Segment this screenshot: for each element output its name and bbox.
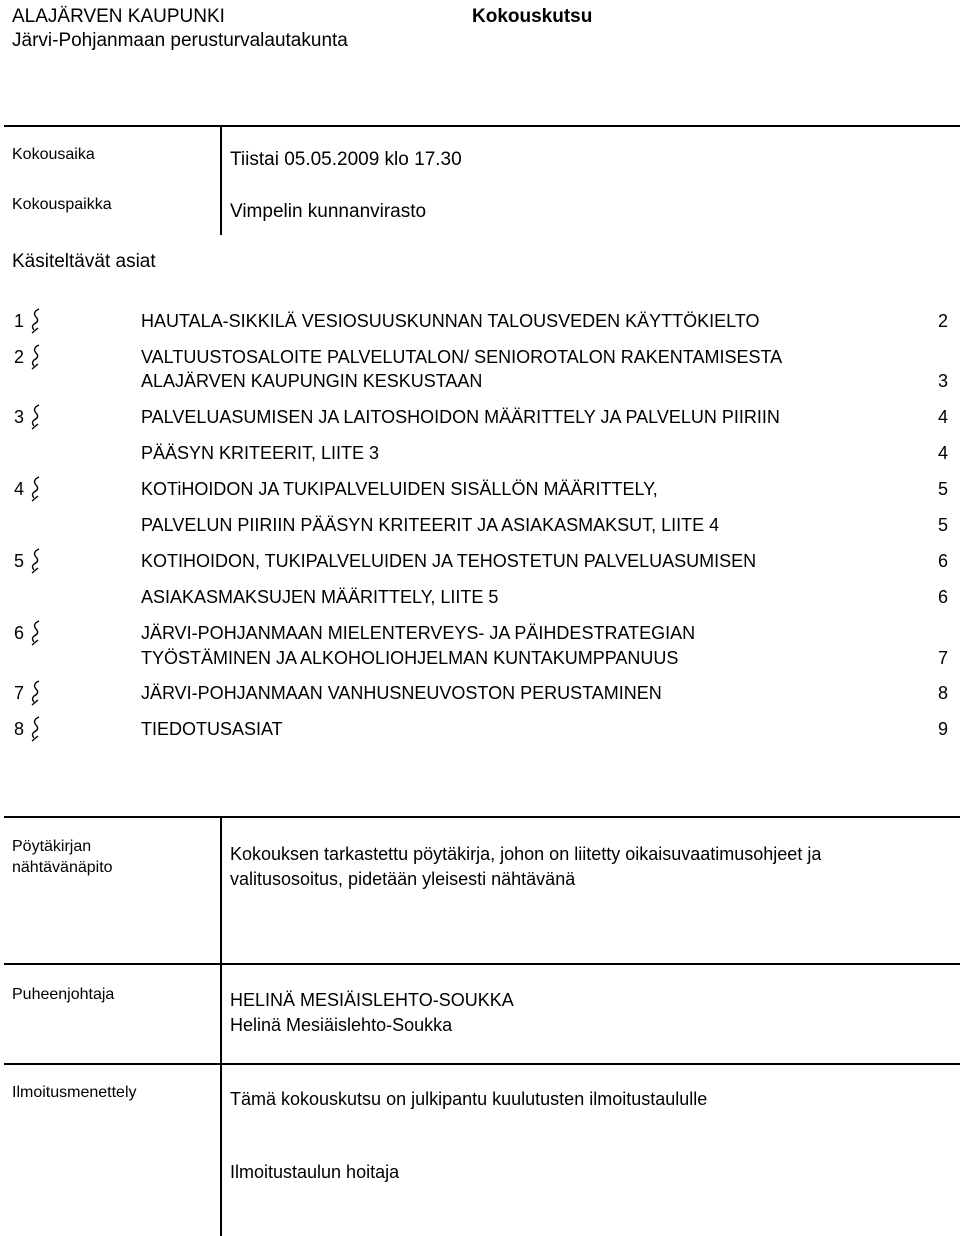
meeting-time-value: Tiistai 05.05.2009 klo 17.30 bbox=[230, 149, 462, 170]
agenda-item-page: 6 bbox=[937, 587, 948, 607]
meeting-time-label: Kokousaika bbox=[12, 146, 95, 163]
agenda-item-number: 7 bbox=[14, 683, 25, 703]
section-mark-icon bbox=[30, 680, 42, 706]
section-mark-icon bbox=[30, 308, 42, 334]
notice-text: Tämä kokouskutsu on julkipantu kuulutusten ilmoitustaululle bbox=[230, 1089, 708, 1109]
agenda-item-title-line2: PÄÄSYN KRITEERIT, LIITE 3 bbox=[141, 443, 380, 463]
agenda-item-title: KOTiHOIDON JA TUKIPALVELUIDEN SISÄLLÖN MÄÄRITTELY, bbox=[141, 479, 658, 499]
agenda-item-page: 8 bbox=[937, 683, 948, 703]
agenda-item-title: TIEDOTUSASIAT bbox=[141, 719, 283, 739]
agenda-item-number: 8 bbox=[14, 719, 25, 739]
document-type: Kokouskutsu bbox=[472, 6, 593, 27]
agenda-item-number: 6 bbox=[14, 623, 25, 643]
agenda-heading: Käsiteltävät asiat bbox=[12, 251, 156, 272]
agenda-item-page: 9 bbox=[937, 719, 948, 739]
section-mark-icon bbox=[30, 548, 42, 574]
agenda-item-title: HAUTALA-SIKKILÄ VESIOSUUSKUNNAN TALOUSVEDEN KÄYTTÖKIELTO bbox=[141, 311, 760, 331]
notice-label: Ilmoitusmenettely bbox=[12, 1084, 137, 1101]
agenda-item-page: 5 bbox=[937, 479, 948, 499]
minutes-label-line2: nähtävänäpito bbox=[12, 859, 113, 876]
committee-name: Järvi-Pohjanmaan perusturvalautakunta bbox=[12, 30, 348, 51]
agenda-item-title: KOTIHOIDON, TUKIPALVELUIDEN JA TEHOSTETUN PALVELUASUMISEN bbox=[141, 551, 757, 571]
agenda-item-number: 1 bbox=[14, 311, 25, 331]
meeting-place-label: Kokouspaikka bbox=[12, 196, 112, 213]
minutes-text: Kokouksen tarkastettu pöytäkirja, johon on liitetty oikaisuvaatimusohjeet ja bbox=[230, 844, 822, 864]
agenda-item-title-line2: ASIAKASMAKSUJEN MÄÄRITTELY, LIITE 5 bbox=[141, 587, 499, 607]
agenda-item-page: 3 bbox=[937, 371, 948, 391]
agenda-item-page: 4 bbox=[937, 407, 948, 427]
agenda-item-title: JÄRVI-POHJANMAAN VANHUSNEUVOSTON PERUSTAMINEN bbox=[141, 683, 662, 703]
agenda-item-title: JÄRVI-POHJANMAAN MIELENTERVEYS- JA PÄIHDESTRATEGIAN bbox=[141, 623, 696, 643]
agenda-item-number: 3 bbox=[14, 407, 25, 427]
agenda-item-number: 5 bbox=[14, 551, 25, 571]
agenda-item-number: 4 bbox=[14, 479, 25, 499]
agenda-item-page: 2 bbox=[937, 311, 948, 331]
agenda-item-title-line2: TYÖSTÄMINEN JA ALKOHOLIOHJELMAN KUNTAKUMPPANUUS bbox=[141, 648, 679, 668]
meeting-place-value: Vimpelin kunnanvirasto bbox=[230, 201, 427, 222]
organization-name: ALAJÄRVEN KAUPUNKI bbox=[12, 6, 225, 27]
section-mark-icon bbox=[30, 404, 42, 430]
agenda-item-number: 2 bbox=[14, 347, 25, 367]
section-mark-icon bbox=[30, 344, 42, 370]
board-keeper: Ilmoitustaulun hoitaja bbox=[230, 1162, 400, 1182]
section-mark-icon bbox=[30, 476, 42, 502]
minutes-text-line2: valitusosoitus, pidetään yleisesti nähtävänä bbox=[230, 869, 576, 889]
minutes-label: Pöytäkirjan bbox=[12, 838, 92, 855]
agenda-item-page: 7 bbox=[937, 648, 948, 668]
agenda-item-title: VALTUUSTOSALOITE PALVELUTALON/ SENIOROTALON RAKENTAMISESTA bbox=[141, 347, 783, 367]
chair-name: Helinä Mesiäislehto-Soukka bbox=[230, 1015, 453, 1035]
agenda-item-title-line2: PALVELUN PIIRIIN PÄÄSYN KRITEERIT JA ASIAKASMAKSUT, LIITE 4 bbox=[141, 515, 720, 535]
agenda-item-page: 6 bbox=[937, 551, 948, 571]
chair-name-uppercase: HELINÄ MESIÄISLEHTO-SOUKKA bbox=[230, 990, 514, 1010]
section-mark-icon bbox=[30, 716, 42, 742]
section-mark-icon bbox=[30, 620, 42, 646]
chair-label: Puheenjohtaja bbox=[12, 986, 115, 1003]
agenda-item-page: 5 bbox=[937, 515, 948, 535]
agenda-item-page: 4 bbox=[937, 443, 948, 463]
agenda-item-title: PALVELUASUMISEN JA LAITOSHOIDON MÄÄRITTELY JA PALVELUN PIIRIIN bbox=[141, 407, 780, 427]
agenda-item-title-line2: ALAJÄRVEN KAUPUNGIN KESKUSTAAN bbox=[141, 371, 483, 391]
